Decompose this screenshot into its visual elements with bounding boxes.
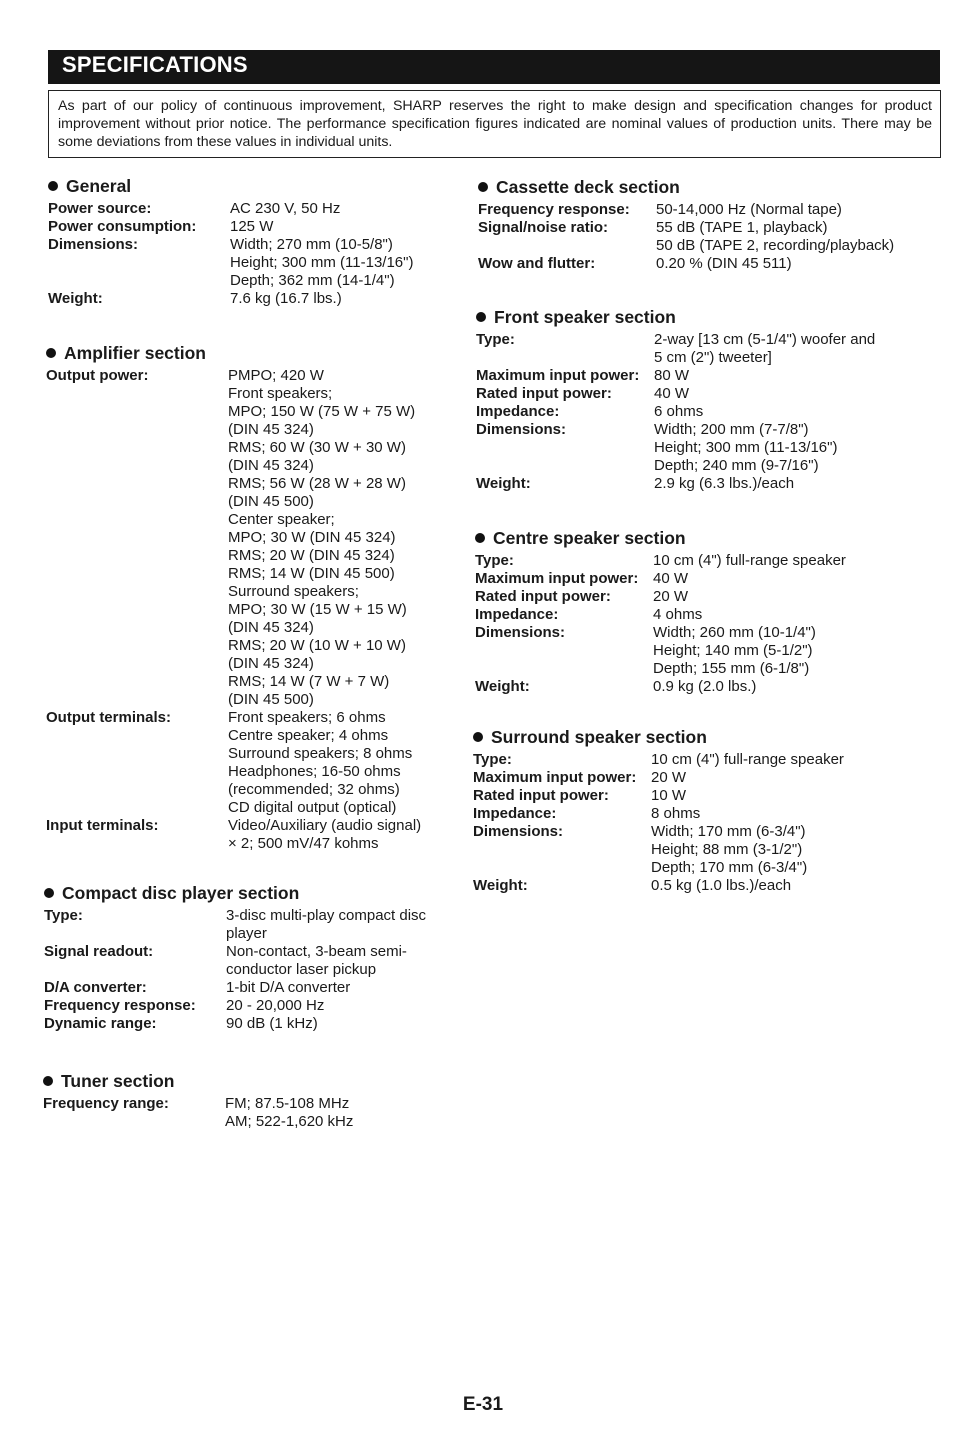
spec-row bbox=[475, 570, 846, 588]
spec-label: Impedance: bbox=[475, 606, 559, 623]
spec-value-line: 20 W bbox=[651, 769, 687, 786]
spec-row bbox=[476, 475, 875, 493]
spec-value bbox=[654, 421, 875, 475]
bullet-icon bbox=[478, 182, 488, 192]
spec-label: Type: bbox=[473, 751, 512, 768]
spec-value-line: RMS; 20 W (DIN 45 324) bbox=[228, 547, 395, 564]
spec-value-line: MPO; 30 W (15 W + 15 W) bbox=[228, 601, 407, 618]
spec-rows bbox=[46, 367, 421, 853]
spec-value-line: CD digital output (optical) bbox=[228, 799, 397, 816]
spec-label: Dimensions: bbox=[48, 236, 139, 253]
section-heading: Amplifier section bbox=[46, 341, 421, 365]
spec-value bbox=[653, 588, 846, 606]
spec-row bbox=[48, 236, 413, 290]
spec-value-line: 3-disc multi-play compact disc bbox=[226, 907, 427, 924]
spec-value-line: Front speakers; bbox=[228, 385, 333, 402]
spec-value-line: 10 W bbox=[651, 787, 687, 804]
spec-value bbox=[653, 606, 846, 624]
spec-row bbox=[476, 403, 875, 421]
spec-value-line: 10 cm (4") full-range speaker bbox=[653, 552, 846, 569]
spec-value-line: Centre speaker; 4 ohms bbox=[228, 727, 389, 744]
spec-label: Wow and flutter: bbox=[478, 255, 596, 272]
spec-value-line: Surround speakers; bbox=[228, 583, 359, 600]
spec-value-line: Video/Auxiliary (audio signal) bbox=[228, 817, 422, 834]
spec-rows bbox=[476, 331, 875, 493]
section-heading: Tuner section bbox=[43, 1069, 353, 1093]
spec-value bbox=[651, 769, 844, 787]
spec-label: Dimensions: bbox=[476, 421, 567, 438]
spec-row bbox=[478, 255, 894, 273]
spec-value bbox=[651, 751, 844, 769]
spec-label: Dimensions: bbox=[473, 823, 564, 840]
spec-value-line: × 2; 500 mV/47 kohms bbox=[228, 835, 379, 852]
spec-label: Impedance: bbox=[476, 403, 560, 420]
section-general bbox=[48, 174, 413, 308]
spec-label: Maximum input power: bbox=[475, 570, 639, 587]
spec-label: Rated input power: bbox=[475, 588, 611, 605]
spec-label: Type: bbox=[476, 331, 515, 348]
spec-value bbox=[230, 236, 413, 290]
spec-value bbox=[651, 877, 844, 895]
spec-value-line: Width; 270 mm (10-5/8") bbox=[230, 236, 393, 253]
spec-label: Type: bbox=[44, 907, 83, 924]
spec-row bbox=[44, 997, 426, 1015]
spec-value bbox=[656, 255, 894, 273]
spec-label: Dimensions: bbox=[475, 624, 566, 641]
spec-label: Frequency response: bbox=[44, 997, 196, 1014]
spec-value-line: Center speaker; bbox=[228, 511, 335, 528]
spec-label: Impedance: bbox=[473, 805, 557, 822]
spec-label: Power consumption: bbox=[48, 218, 197, 235]
spec-value-line: AM; 522-1,620 kHz bbox=[225, 1113, 354, 1130]
spec-row bbox=[43, 1095, 353, 1131]
spec-row bbox=[475, 552, 846, 570]
spec-label: Input terminals: bbox=[46, 817, 159, 834]
spec-value-line: Front speakers; 6 ohms bbox=[228, 709, 386, 726]
spec-value-line: (DIN 45 324) bbox=[228, 619, 314, 636]
spec-value-line: 2.9 kg (6.3 lbs.)/each bbox=[654, 475, 795, 492]
spec-row bbox=[46, 709, 421, 817]
spec-value bbox=[651, 805, 844, 823]
spec-label: Frequency response: bbox=[478, 201, 630, 218]
section-heading: General bbox=[48, 174, 413, 198]
spec-row bbox=[44, 907, 426, 943]
spec-value-line: 20 W bbox=[653, 588, 689, 605]
spec-value-line: 0.20 % (DIN 45 511) bbox=[656, 255, 792, 272]
spec-value-line: 50 dB (TAPE 2, recording/playback) bbox=[656, 237, 895, 254]
spec-value-line: 2-way [13 cm (5-1/4") woofer and bbox=[654, 331, 876, 348]
bullet-icon bbox=[48, 181, 58, 191]
spec-value bbox=[226, 907, 426, 943]
spec-value-line: 10 cm (4") full-range speaker bbox=[651, 751, 844, 768]
spec-label: Dynamic range: bbox=[44, 1015, 157, 1032]
spec-label: Output terminals: bbox=[46, 709, 172, 726]
spec-value-line: Depth; 155 mm (6-1/8") bbox=[653, 660, 810, 677]
spec-value-line: Height; 88 mm (3-1/2") bbox=[651, 841, 803, 858]
spec-value bbox=[653, 624, 846, 678]
spec-label: Signal/noise ratio: bbox=[478, 219, 609, 236]
spec-value-line: MPO; 30 W (DIN 45 324) bbox=[228, 529, 396, 546]
spec-row bbox=[46, 367, 421, 709]
bullet-icon bbox=[44, 888, 54, 898]
section-heading: Compact disc player section bbox=[44, 881, 426, 905]
spec-row bbox=[475, 624, 846, 678]
spec-value bbox=[651, 823, 844, 877]
spec-value-line: RMS; 20 W (10 W + 10 W) bbox=[228, 637, 406, 654]
spec-value-line: Width; 200 mm (7-7/8") bbox=[654, 421, 809, 438]
spec-row bbox=[473, 769, 844, 787]
spec-row bbox=[476, 421, 875, 475]
spec-value-line: Headphones; 16-50 ohms bbox=[228, 763, 401, 780]
spec-value-line: PMPO; 420 W bbox=[228, 367, 324, 384]
section-surround-speaker bbox=[473, 725, 844, 895]
section-tuner bbox=[43, 1069, 353, 1131]
spec-value-line: AC 230 V, 50 Hz bbox=[230, 200, 341, 217]
section-heading: Cassette deck section bbox=[478, 175, 894, 199]
spec-row bbox=[44, 1015, 426, 1033]
spec-rows bbox=[48, 200, 413, 308]
spec-rows bbox=[475, 552, 846, 696]
spec-value-line: Width; 260 mm (10-1/4") bbox=[653, 624, 816, 641]
spec-value-line: RMS; 14 W (7 W + 7 W) bbox=[228, 673, 390, 690]
spec-rows bbox=[473, 751, 844, 895]
policy-notice: As part of our policy of continuous improvement, SHARP reserves the right to make design and specification changes for product improvement without prior notice. The performance specification figures indicated are nominal values of production units. There may be some deviations from these values in individual units. bbox=[48, 90, 941, 158]
spec-value-line: Depth; 362 mm (14-1/4") bbox=[230, 272, 395, 289]
spec-value bbox=[654, 367, 875, 385]
spec-value-line: RMS; 56 W (28 W + 28 W) bbox=[228, 475, 406, 492]
spec-value-line: Height; 300 mm (11-13/16") bbox=[230, 254, 414, 271]
spec-row bbox=[476, 385, 875, 403]
spec-label: Weight: bbox=[475, 678, 530, 695]
spec-value bbox=[653, 552, 846, 570]
spec-value bbox=[228, 367, 421, 709]
spec-value-line: (DIN 45 500) bbox=[228, 691, 314, 708]
spec-value-line: 40 W bbox=[654, 385, 690, 402]
spec-value-line: (DIN 45 324) bbox=[228, 655, 314, 672]
spec-row bbox=[473, 787, 844, 805]
spec-value-line: player bbox=[226, 925, 267, 942]
spec-value bbox=[225, 1095, 353, 1131]
spec-value-line: Width; 170 mm (6-3/4") bbox=[651, 823, 806, 840]
spec-label: Type: bbox=[475, 552, 514, 569]
spec-value bbox=[656, 219, 894, 255]
spec-label: Frequency range: bbox=[43, 1095, 169, 1112]
spec-value-line: FM; 87.5-108 MHz bbox=[225, 1095, 350, 1112]
spec-row bbox=[473, 805, 844, 823]
spec-value-line: 20 - 20,000 Hz bbox=[226, 997, 325, 1014]
spec-value-line: Height; 140 mm (5-1/2") bbox=[653, 642, 813, 659]
spec-value-line: 4 ohms bbox=[653, 606, 703, 623]
spec-value-line: 5 cm (2") tweeter] bbox=[654, 349, 772, 366]
spec-rows bbox=[478, 201, 894, 273]
section-amplifier bbox=[46, 341, 421, 853]
spec-value bbox=[654, 403, 875, 421]
spec-value-line: Depth; 240 mm (9-7/16") bbox=[654, 457, 819, 474]
spec-label: Weight: bbox=[48, 290, 103, 307]
spec-value-line: (DIN 45 324) bbox=[228, 421, 314, 438]
spec-value bbox=[230, 290, 413, 308]
spec-value-line: (DIN 45 324) bbox=[228, 457, 314, 474]
spec-row bbox=[476, 367, 875, 385]
spec-value-line: (DIN 45 500) bbox=[228, 493, 314, 510]
spec-row bbox=[48, 200, 413, 218]
spec-value bbox=[656, 201, 894, 219]
spec-row bbox=[475, 678, 846, 696]
spec-row bbox=[473, 751, 844, 769]
spec-value bbox=[230, 218, 413, 236]
bullet-icon bbox=[43, 1076, 53, 1086]
spec-label: Maximum input power: bbox=[473, 769, 637, 786]
spec-value bbox=[653, 678, 846, 696]
spec-value-line: 0.9 kg (2.0 lbs.) bbox=[653, 678, 757, 695]
spec-row bbox=[478, 219, 894, 255]
spec-label: Weight: bbox=[476, 475, 531, 492]
spec-value-line: Non-contact, 3-beam semi- bbox=[226, 943, 407, 960]
spec-value-line: 6 ohms bbox=[654, 403, 704, 420]
spec-rows bbox=[44, 907, 426, 1033]
spec-row bbox=[48, 290, 413, 308]
spec-value-line: MPO; 150 W (75 W + 75 W) bbox=[228, 403, 416, 420]
spec-label: Rated input power: bbox=[473, 787, 609, 804]
spec-row bbox=[44, 979, 426, 997]
spec-value-line: Depth; 170 mm (6-3/4") bbox=[651, 859, 808, 876]
spec-label: Signal readout: bbox=[44, 943, 154, 960]
section-compact-disc bbox=[44, 881, 426, 1033]
spec-value bbox=[654, 385, 875, 403]
spec-row bbox=[48, 218, 413, 236]
spec-value-line: Surround speakers; 8 ohms bbox=[228, 745, 413, 762]
section-heading: Centre speaker section bbox=[475, 526, 846, 550]
spec-value-line: 0.5 kg (1.0 lbs.)/each bbox=[651, 877, 792, 894]
spec-value-line: 40 W bbox=[653, 570, 689, 587]
section-heading: Front speaker section bbox=[476, 305, 875, 329]
spec-value-line: 125 W bbox=[230, 218, 274, 235]
section-centre-speaker bbox=[475, 526, 846, 696]
spec-value-line: conductor laser pickup bbox=[226, 961, 377, 978]
spec-value-line: RMS; 14 W (DIN 45 500) bbox=[228, 565, 395, 582]
spec-label: Maximum input power: bbox=[476, 367, 640, 384]
spec-row bbox=[473, 877, 844, 895]
bullet-icon bbox=[473, 732, 483, 742]
spec-label: Weight: bbox=[473, 877, 528, 894]
spec-value bbox=[228, 817, 421, 853]
spec-value-line: 7.6 kg (16.7 lbs.) bbox=[230, 290, 342, 307]
spec-rows bbox=[43, 1095, 353, 1131]
spec-value bbox=[226, 997, 426, 1015]
spec-value-line: 50-14,000 Hz (Normal tape) bbox=[656, 201, 842, 218]
section-cassette-deck bbox=[478, 175, 894, 273]
spec-value bbox=[654, 475, 875, 493]
spec-value bbox=[230, 200, 413, 218]
spec-value bbox=[654, 331, 875, 367]
spec-value-line: 90 dB (1 kHz) bbox=[226, 1015, 318, 1032]
spec-row bbox=[475, 606, 846, 624]
spec-value-line: 80 W bbox=[654, 367, 690, 384]
bullet-icon bbox=[476, 312, 486, 322]
spec-row bbox=[46, 817, 421, 853]
spec-value bbox=[226, 979, 426, 997]
spec-value-line: 1-bit D/A converter bbox=[226, 979, 351, 996]
spec-value-line: Height; 300 mm (11-13/16") bbox=[654, 439, 838, 456]
spec-row bbox=[478, 201, 894, 219]
spec-value bbox=[653, 570, 846, 588]
spec-row bbox=[473, 823, 844, 877]
spec-value bbox=[226, 943, 426, 979]
spec-label: Output power: bbox=[46, 367, 149, 384]
spec-value-line: 55 dB (TAPE 1, playback) bbox=[656, 219, 828, 236]
section-heading: Surround speaker section bbox=[473, 725, 844, 749]
spec-value-line: (recommended; 32 ohms) bbox=[228, 781, 400, 798]
spec-label: Power source: bbox=[48, 200, 152, 217]
spec-label: D/A converter: bbox=[44, 979, 147, 996]
spec-value-line: RMS; 60 W (30 W + 30 W) bbox=[228, 439, 406, 456]
bullet-icon bbox=[46, 348, 56, 358]
section-front-speaker bbox=[476, 305, 875, 493]
bullet-icon bbox=[475, 533, 485, 543]
spec-row bbox=[475, 588, 846, 606]
page-title: SPECIFICATIONS bbox=[62, 52, 248, 77]
spec-row bbox=[476, 331, 875, 367]
spec-row bbox=[44, 943, 426, 979]
spec-value bbox=[226, 1015, 426, 1033]
spec-label: Rated input power: bbox=[476, 385, 612, 402]
specifications-banner bbox=[48, 50, 940, 84]
spec-value bbox=[228, 709, 421, 817]
spec-value bbox=[651, 787, 844, 805]
spec-value-line: 8 ohms bbox=[651, 805, 701, 822]
page-number: E-31 bbox=[462, 1394, 504, 1415]
